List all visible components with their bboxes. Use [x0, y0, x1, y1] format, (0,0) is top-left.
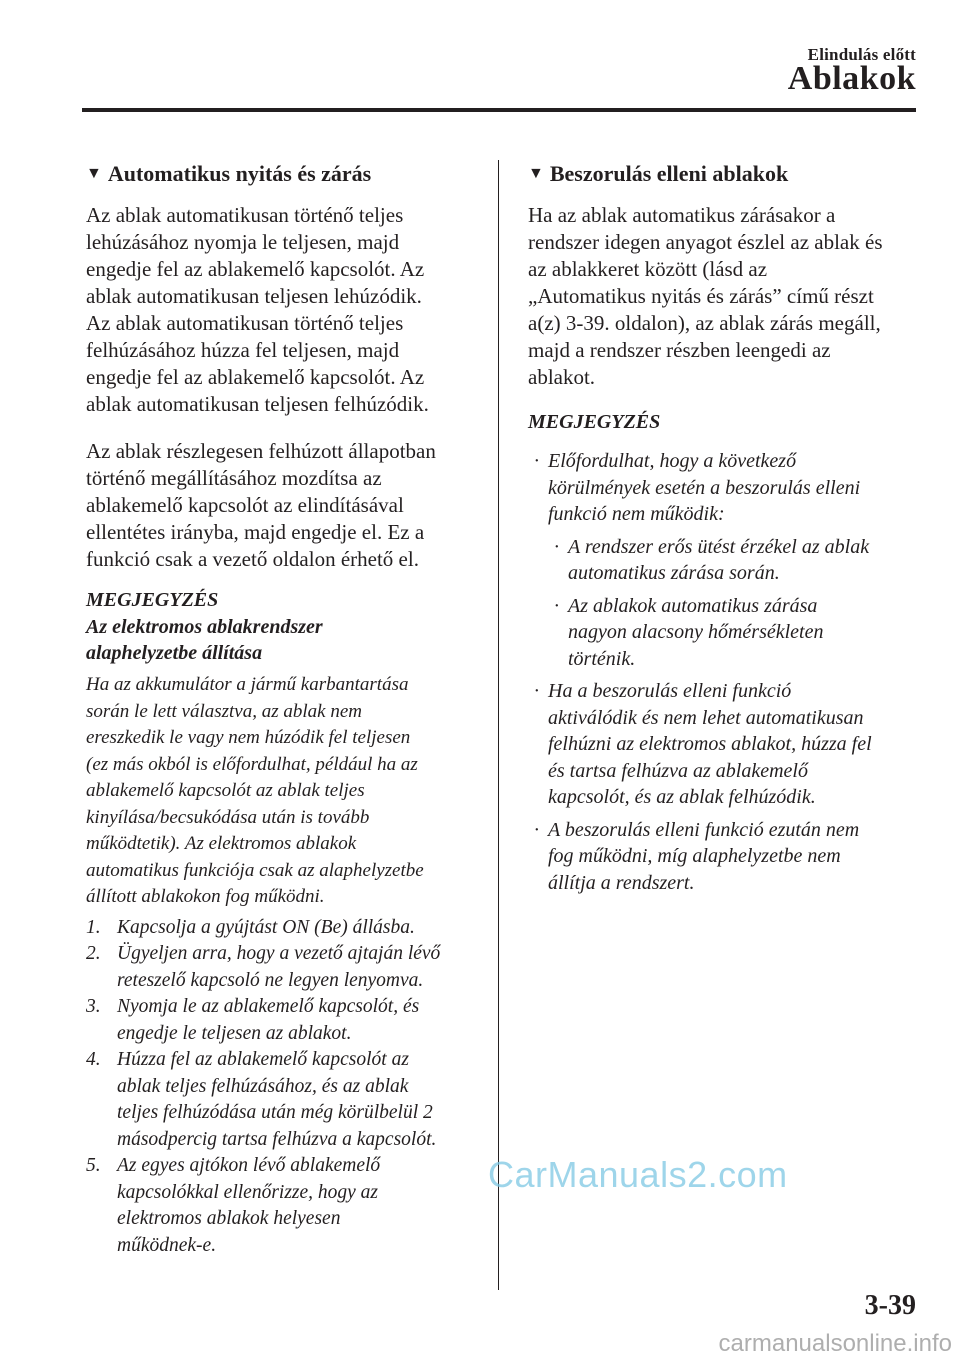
- step-line: működnek-e.: [117, 1234, 217, 1256]
- text-line: állított ablakokon fog működni.: [86, 886, 325, 907]
- bullet-item: [528, 448, 920, 528]
- triangle-bullet-icon: ▼: [86, 165, 102, 182]
- heading-text: Beszorulás elleni ablakok: [549, 161, 789, 186]
- step-number: 3.: [86, 996, 101, 1017]
- text-line: kinyílása/becsukódása után is tovább: [86, 806, 370, 828]
- bullet-item: [528, 817, 920, 897]
- step-item: [86, 994, 474, 1047]
- bullet-line: körülmények esetén a beszorulás elleni: [548, 476, 861, 499]
- left-column: [86, 160, 474, 1259]
- text-line: Az elektromos ablakrendszer: [86, 616, 323, 638]
- text-line: alaphelyzetbe állítása: [86, 642, 263, 664]
- step-number: 5.: [86, 1155, 101, 1176]
- bullet-line: A beszorulás elleni funkció ezután nem: [548, 818, 860, 841]
- step-text: [117, 915, 474, 942]
- bullet-line: történik.: [568, 647, 636, 670]
- note-title: MEGJEGYZÉS: [528, 411, 661, 433]
- sub-bullet-item: [548, 534, 920, 587]
- text-line: ablak automatikusan teljesen lehúzódik.: [86, 284, 422, 308]
- bullet-line: automatikus zárása során.: [568, 562, 780, 584]
- step-line: Az egyes ajtókon lévő ablakemelő: [117, 1155, 381, 1176]
- text-line: ereszkedik le vagy nem húzódik fel teljesen: [86, 727, 411, 748]
- paragraph-2: [86, 438, 474, 573]
- bullet-item: [528, 678, 920, 811]
- step-line: másodpercig tartsa felhúzva a kapcsolót.: [117, 1128, 437, 1150]
- text-line: Ha az ablak automatikus zárásakor a: [528, 203, 836, 227]
- bullet-line: és tartsa felhúzva az ablakemelő: [548, 759, 808, 782]
- step-line: Ügyeljen arra, hogy a vezető ajtaján lévő: [117, 943, 441, 964]
- bullet-dot-icon: ·: [534, 450, 539, 472]
- bullet-line: felhúzni az elektromos ablakot, húzza fel: [548, 733, 872, 755]
- bullet-line: funkció nem működik:: [548, 503, 725, 525]
- text-line: felhúzásához húzza fel teljesen, majd: [86, 338, 400, 362]
- text-line: során le lett választva, az ablak nem: [86, 700, 362, 722]
- bullet-text: [568, 534, 920, 587]
- paragraph: [528, 202, 920, 391]
- text-line: engedje fel az ablakemelő kapcsolót. Az: [86, 257, 425, 281]
- text-line: az ablakkeret között (lásd az: [528, 257, 768, 281]
- bullet-dot-icon: ·: [554, 535, 559, 558]
- step-line: ablak teljes felhúzásához, és az ablak: [117, 1075, 409, 1097]
- step-item: [86, 941, 474, 994]
- heading-text: Automatikus nyitás és zárás: [107, 161, 372, 186]
- note-body: [86, 672, 474, 911]
- step-item: [86, 1047, 474, 1153]
- step-line: Nyomja le az ablakemelő kapcsolót, és: [117, 996, 420, 1017]
- watermark-bottom: carmanualsonline.info: [718, 1330, 952, 1357]
- bullet-line: Az ablakok automatikus zárása: [568, 594, 818, 617]
- text-line: ablak automatikusan teljesen felhúzódik.: [86, 392, 429, 416]
- heading-anti-pinch: [528, 160, 920, 188]
- right-column: [528, 160, 920, 896]
- chapter-title: Elindulás előtt: [807, 45, 916, 64]
- text-line: a(z) 3-39. oldalon), az ablak zárás megáll,: [528, 311, 881, 335]
- bullet-dot-icon: ·: [554, 594, 559, 617]
- bullet-list: [528, 448, 920, 896]
- text-line: Ha az akkumulátor a jármű karbantartása: [86, 674, 409, 695]
- bullet-dot-icon: ·: [534, 680, 539, 702]
- page-number: 3-39: [864, 1290, 916, 1321]
- step-line: reteszelő kapcsoló ne legyen lenyomva.: [117, 969, 424, 991]
- bullet-dot-icon: ·: [534, 818, 539, 841]
- step-text: [117, 994, 474, 1047]
- step-line: Húzza fel az ablakemelő kapcsolót az: [117, 1049, 409, 1070]
- step-list: [86, 915, 474, 1260]
- column-divider: [498, 160, 499, 1290]
- bullet-text: [548, 678, 920, 811]
- heading-auto-open-close: [86, 160, 474, 188]
- text-line: Az ablak automatikusan történő teljes: [86, 203, 404, 227]
- step-line: elektromos ablakok helyesen: [117, 1208, 341, 1229]
- text-line: működtetik). Az elektromos ablakok: [86, 833, 357, 854]
- text-line: ablakemelő kapcsolót az elindításával: [86, 493, 404, 517]
- bullet-text: [548, 448, 920, 528]
- text-line: engedje fel az ablakemelő kapcsolót. Az: [86, 365, 425, 389]
- bullet-line: Előfordulhat, hogy a következő: [548, 450, 797, 472]
- text-line: (ez más okból is előfordulhat, például ha az: [86, 753, 418, 775]
- step-text: [117, 1153, 474, 1259]
- bullet-line: Ha a beszorulás elleni funkció: [548, 680, 792, 702]
- text-line: ellentétes irányba, majd engedje el. Ez a: [86, 520, 425, 544]
- sub-bullet-item: [548, 593, 920, 673]
- bullet-line: aktiválódik és nem lehet automatikusan: [548, 706, 864, 729]
- text-line: Az ablak automatikusan történő teljes: [86, 311, 404, 335]
- text-line: történő megállításához mozdítsa az: [86, 466, 382, 490]
- bullet-line: nagyon alacsony hőmérsékleten: [568, 621, 824, 643]
- text-line: rendszer idegen anyagot észlel az ablak és: [528, 230, 883, 254]
- step-line: Kapcsolja a gyújtást ON (Be) állásba.: [117, 916, 415, 938]
- note-title: MEGJEGYZÉS: [86, 589, 219, 611]
- bullet-text: [568, 593, 920, 673]
- step-line: engedje le teljesen az ablakot.: [117, 1022, 352, 1044]
- text-line: funkció csak a vezető oldalon érhető el.: [86, 547, 419, 571]
- step-text: [117, 941, 474, 994]
- paragraph-1: [86, 202, 474, 418]
- section-title: Ablakok: [787, 60, 916, 97]
- triangle-bullet-icon: ▼: [528, 165, 544, 182]
- step-number: 1.: [86, 916, 101, 938]
- bullet-line: állítja a rendszert.: [548, 871, 695, 894]
- step-text: [117, 1047, 474, 1153]
- step-item: [86, 1153, 474, 1259]
- step-number: 4.: [86, 1049, 101, 1070]
- bullet-line: A rendszer erős ütést érzékel az ablak: [568, 535, 870, 558]
- note-subtitle: [86, 614, 474, 666]
- header-rule: [82, 108, 916, 112]
- text-line: ablakemelő kapcsolót az ablak teljes: [86, 780, 365, 801]
- bullet-line: kapcsolót, és az ablak felhúzódik.: [548, 786, 816, 808]
- watermark: CarManuals2.com: [488, 1154, 788, 1195]
- step-line: teljes felhúzódása után még körülbelül 2: [117, 1102, 433, 1123]
- bullet-text: [548, 817, 920, 897]
- step-item: [86, 915, 474, 942]
- step-line: kapcsolókkal ellenőrizze, hogy az: [117, 1181, 379, 1203]
- text-line: „Automatikus nyitás és zárás” című részt: [528, 284, 874, 308]
- step-number: 2.: [86, 943, 101, 964]
- text-line: automatikus funkciója csak az alaphelyzetbe: [86, 859, 424, 881]
- text-line: majd a rendszer részben leengedi az: [528, 338, 831, 362]
- bullet-line: fog működni, míg alaphelyzetbe nem: [548, 845, 841, 867]
- text-line: lehúzásához nyomja le teljesen, majd: [86, 230, 400, 254]
- text-line: ablakot.: [528, 365, 596, 389]
- spacer: [86, 418, 474, 438]
- text-line: Az ablak részlegesen felhúzott állapotban: [86, 439, 436, 463]
